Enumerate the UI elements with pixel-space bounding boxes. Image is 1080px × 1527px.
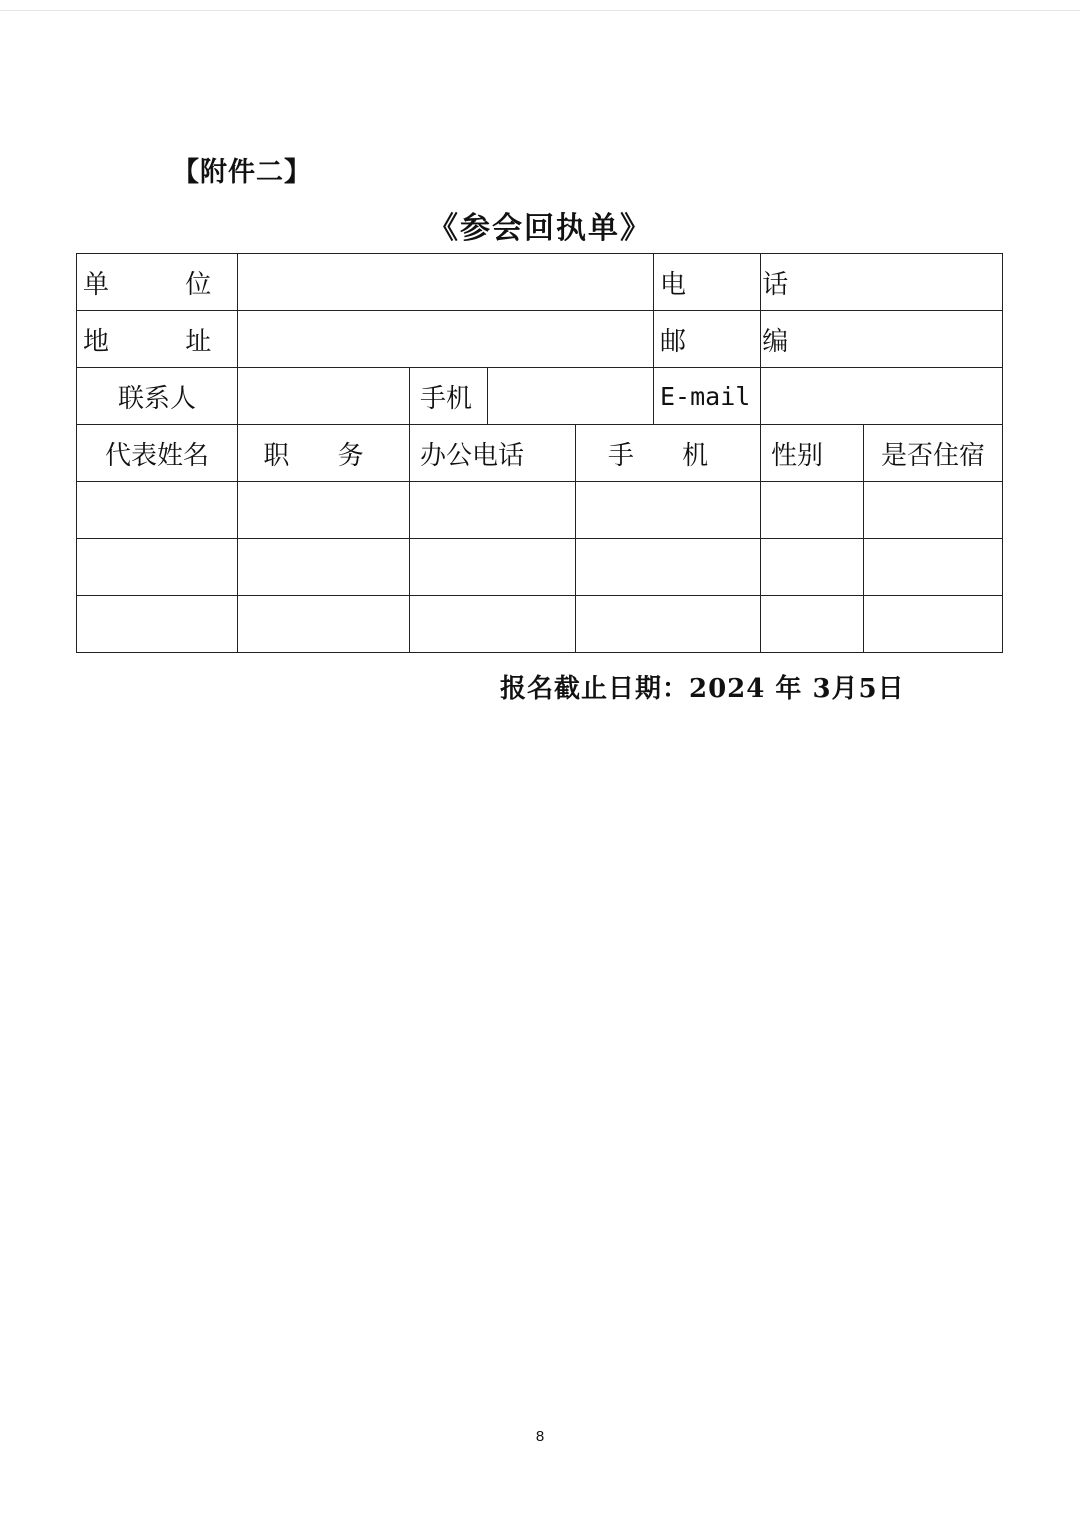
page-number: 8 [535, 1428, 545, 1445]
contact-label: 联系人 [77, 368, 238, 425]
mobile-input-cell[interactable] [488, 368, 654, 425]
email-label: E-mail [654, 368, 761, 425]
table-row-contact [77, 368, 1003, 425]
document-title: 《参会回执单》 [428, 211, 652, 246]
email-input-cell[interactable] [761, 368, 1003, 425]
accommodation-cell[interactable] [864, 539, 1003, 596]
postcode-label: 邮 编 [654, 311, 761, 368]
header-position: 职 务 [238, 425, 410, 482]
office-phone-cell[interactable] [410, 482, 576, 539]
name-cell[interactable] [77, 596, 238, 653]
gender-cell[interactable] [761, 539, 864, 596]
phone-label: 电 话 [654, 254, 761, 311]
registration-form-table [76, 253, 1003, 653]
header-gender: 性别 [761, 425, 864, 482]
name-cell[interactable] [77, 539, 238, 596]
address-label: 地 址 [77, 311, 238, 368]
header-office-phone: 办公电话 [410, 425, 576, 482]
unit-label: 单 位 [77, 254, 238, 311]
gender-cell[interactable] [761, 482, 864, 539]
registration-deadline: 报名截止日期：2024 年 3月5日 [500, 674, 905, 704]
office-phone-cell[interactable] [410, 539, 576, 596]
header-mobile: 手 机 [576, 425, 761, 482]
table-header-row [77, 425, 1003, 482]
header-representative-name: 代表姓名 [77, 425, 238, 482]
position-cell[interactable] [238, 482, 410, 539]
table-row-address [77, 311, 1003, 368]
mobile-cell[interactable] [576, 482, 761, 539]
table-row [77, 482, 1003, 539]
gender-cell[interactable] [761, 596, 864, 653]
header-accommodation: 是否住宿 [864, 425, 1003, 482]
unit-input-cell[interactable] [238, 254, 654, 311]
office-phone-cell[interactable] [410, 596, 576, 653]
table-row [77, 596, 1003, 653]
accommodation-cell[interactable] [864, 482, 1003, 539]
attachment-label: 【附件二】 [172, 157, 312, 188]
page-top-rule [0, 10, 1080, 11]
mobile-label: 手机 [410, 368, 488, 425]
name-cell[interactable] [77, 482, 238, 539]
address-input-cell[interactable] [238, 311, 654, 368]
table-row-unit [77, 254, 1003, 311]
position-cell[interactable] [238, 539, 410, 596]
mobile-cell[interactable] [576, 596, 761, 653]
contact-input-cell[interactable] [238, 368, 410, 425]
table-row [77, 539, 1003, 596]
accommodation-cell[interactable] [864, 596, 1003, 653]
mobile-cell[interactable] [576, 539, 761, 596]
position-cell[interactable] [238, 596, 410, 653]
